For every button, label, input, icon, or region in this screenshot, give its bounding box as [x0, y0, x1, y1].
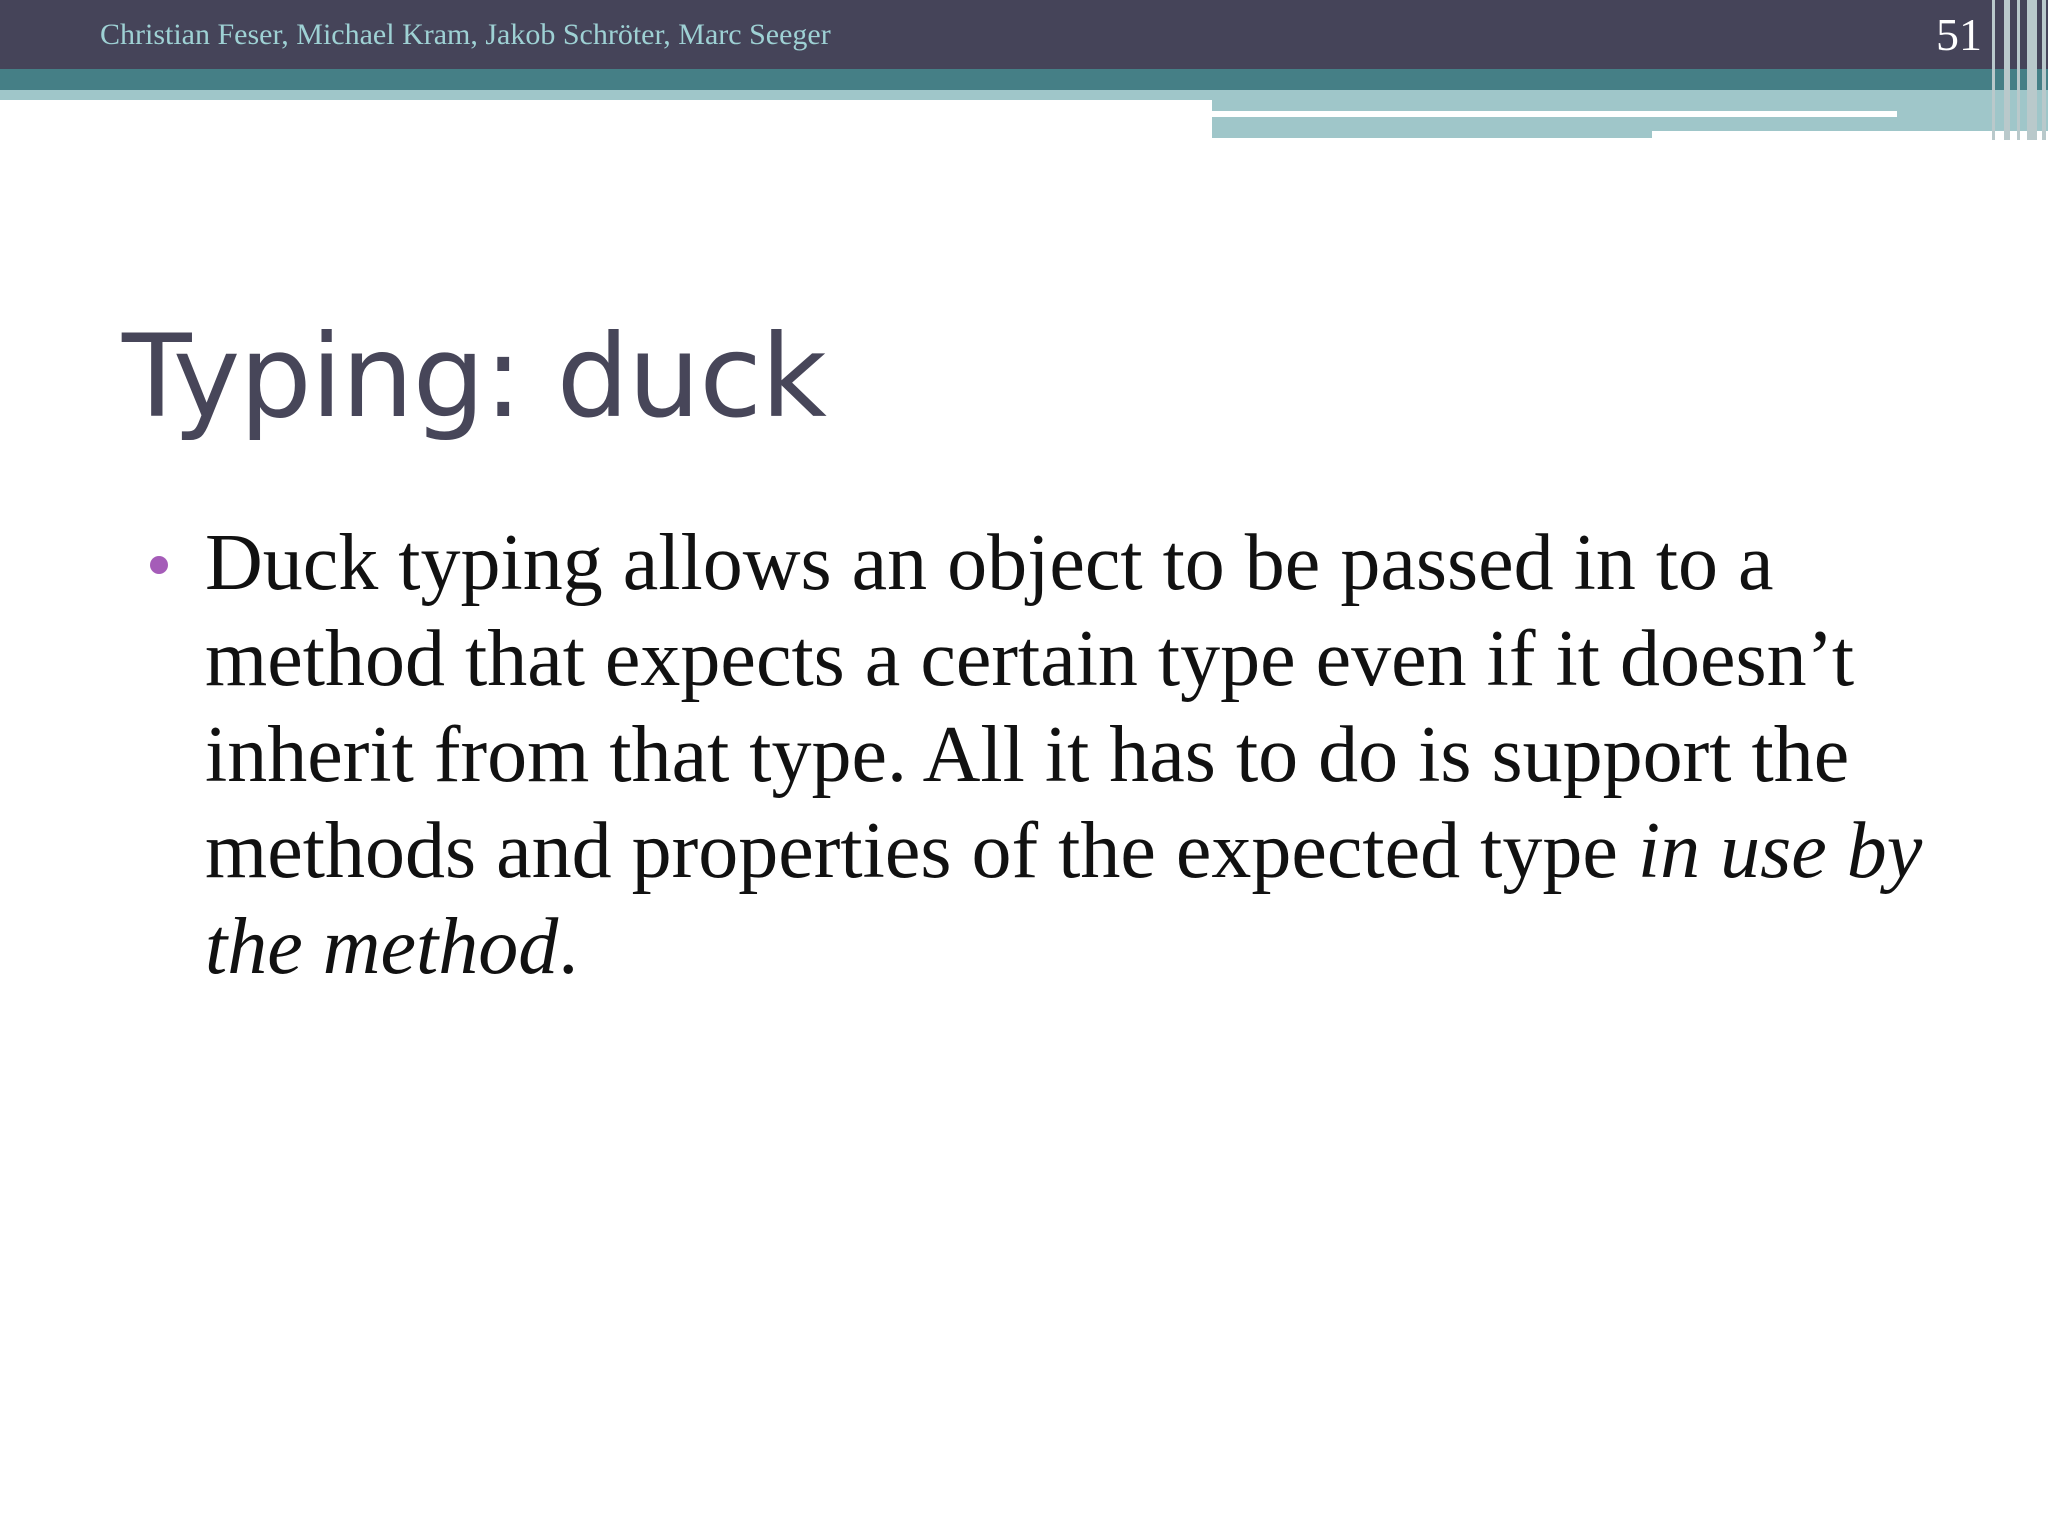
- slide-footer-authors: Christian Feser, Michael Kram, Jakob Schröter, Marc Seeger: [100, 18, 831, 51]
- bullet-text-italic: in use by the method: [205, 807, 1923, 991]
- bullet-text: Duck typing allows an object to be passed in to a method that expects a certain type even if it doesn’t inherit from that type. All it has to do is support the methods and properties of the expected type: [205, 519, 1855, 895]
- slide-number: 51: [1936, 9, 1982, 60]
- bullet-dot-icon: [150, 556, 168, 574]
- bullet-item: [148, 515, 1958, 995]
- slide-title: Typing: duck: [122, 310, 826, 443]
- decorative-white-line: [1212, 111, 1897, 117]
- decorative-vertical-bars: [1984, 0, 2048, 140]
- bullet-text-end: .: [558, 903, 579, 991]
- decorative-stripe-teal: [0, 69, 2048, 90]
- slide-body: [148, 515, 1958, 995]
- decorative-stripe-light-left: [0, 90, 1212, 100]
